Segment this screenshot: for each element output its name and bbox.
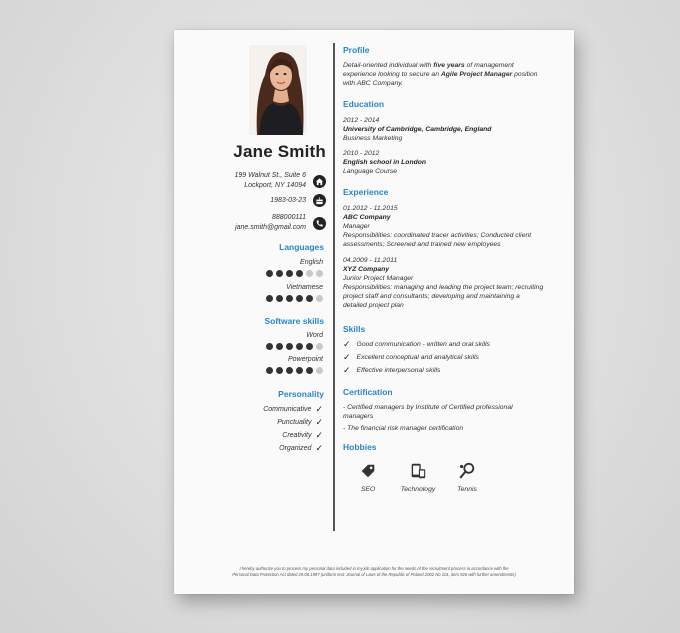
experience-company: XYZ Company [343,266,390,273]
profile-text-part: Detail-oriented individual with [343,62,434,69]
tennis-racket-icon [458,462,476,480]
check-icon: ✓ [315,430,323,440]
profile-text-part: position [512,71,538,78]
experience-role: Junior Project Manager [343,275,414,282]
skill-label: Good communication - written and oral skills [356,341,490,348]
experience-responsibilities: assessments; Screened and trained new employees [343,241,501,248]
level-dot [306,343,313,350]
skill-label: Excellent conceptual and analytical skills [356,354,479,361]
personality-item [279,443,323,454]
personality-label: Organized [279,445,312,452]
resume-page [174,30,574,594]
footer-line: Personal Data Protection Act dated 29.08.1997 (uniform text: Journal of Laws of the Republic of Poland 2002 No 101, item 926 with further amendments) [232,572,516,577]
certification-line: managers [343,413,374,420]
level-dot [286,270,293,277]
check-icon: ✓ [315,417,323,427]
experience-responsibilities: project staff and consultants; developing and maintaining a [343,293,520,300]
candidate-name: Jane Smith [233,142,326,161]
certification-text [343,403,513,433]
software-skills-heading: Software skills [264,316,324,326]
level-dot [286,343,293,350]
check-icon: ✓ [343,352,351,362]
level-dot [276,367,283,374]
education-course: Language Course [343,168,398,175]
cake-icon [313,194,326,207]
skill-item [343,339,490,350]
skill-item [343,365,440,376]
education-entry [343,149,426,176]
hobby-label: Tennis [457,486,477,493]
hobby-label: Technology [400,486,436,493]
contact-row [235,213,326,233]
level-dot-empty [316,343,323,350]
language-level-vietnamese [266,295,323,302]
experience-role: Manager [343,223,370,230]
certification-heading: Certification [343,387,393,397]
experience-heading: Experience [343,187,389,197]
profile-text-part: of management [464,62,514,69]
level-dot [276,270,283,277]
personality-label: Creativity [282,432,312,439]
level-dot [266,367,273,374]
level-dot [276,295,283,302]
experience-responsibilities: detailed project plan [343,302,404,309]
address-row [235,171,326,191]
level-dot [296,343,303,350]
education-course: Business Marketing [343,135,403,142]
tag-icon [359,462,377,480]
skill-label: Effective interpersonal skills [356,367,441,374]
hobbies-heading: Hobbies [343,442,377,452]
birthdate-row [270,194,326,207]
devices-icon [409,462,427,480]
hobby-label: SEO [360,486,376,493]
experience-dates: 01.2012 - 11.2015 [343,205,398,212]
experience-responsibilities: Responsibilities: coordinated tracer activities; Conducted client [343,232,532,239]
certification-line: - The financial risk manager certification [343,425,464,432]
language-level-english [266,270,323,277]
level-dot [266,295,273,302]
level-dot-empty [306,270,313,277]
level-dot [296,367,303,374]
check-icon: ✓ [343,365,351,375]
footer-line: I hereby authorize you to process my personal data included in my job application for the needs of the recruitment process in accordance with the [239,566,509,571]
phone: 888000111 [272,214,306,221]
hobby-seo [343,462,393,493]
check-icon: ✓ [315,404,323,414]
profile-text-part: with ABC Company. [343,80,404,87]
level-dot-empty [316,295,323,302]
personality-label: Punctuality [277,419,312,426]
personality-heading: Personality [278,389,324,399]
email[interactable]: jane.smith@gmail.com [235,224,306,231]
languages-heading: Languages [279,242,324,252]
level-dot [306,367,313,374]
check-icon: ✓ [315,443,323,453]
level-dot-empty [316,270,323,277]
skill-item [343,352,479,363]
language-name: English [300,259,323,266]
experience-responsibilities: Responsibilities: managing and leading the project team; recruiting [343,284,544,291]
education-years: 2010 - 2012 [343,150,380,157]
personality-item [277,417,323,428]
education-school: English school in London [343,159,427,166]
software-name: Word [306,332,323,339]
profile-emphasis: Agile Project Manager [440,71,513,78]
education-heading: Education [343,99,385,109]
certification-line: - Certified managers by Institute of Certified professional [343,404,513,411]
software-level-powerpoint [266,367,323,374]
experience-entry [343,204,531,249]
education-school: University of Cambridge, Cambridge, England [343,126,492,133]
hobby-tennis [442,462,492,493]
experience-company: ABC Company [343,214,391,221]
profile-emphasis: five years [433,62,465,69]
experience-dates: 04.2009 - 11.2011 [343,257,398,264]
personality-label: Communicative [263,406,312,413]
profile-text [343,61,538,88]
personality-item [282,430,323,441]
column-divider [333,43,335,531]
level-dot [296,295,303,302]
address-line2: Lockport, NY 14094 [244,182,306,189]
personality-item [263,404,323,415]
language-name: Vietnamese [286,284,323,291]
level-dot [286,295,293,302]
level-dot [296,270,303,277]
level-dot-empty [316,367,323,374]
level-dot [266,343,273,350]
profile-heading: Profile [343,45,370,55]
profile-text-part: experience looking to secure an [343,71,441,78]
skills-heading: Skills [343,324,366,334]
level-dot [266,270,273,277]
profile-photo [249,45,307,135]
hobby-technology [393,462,443,493]
level-dot [276,343,283,350]
experience-entry [343,256,543,310]
education-entry [343,116,491,143]
level-dot [286,367,293,374]
software-level-word [266,343,323,350]
home-icon [313,175,326,188]
check-icon: ✓ [343,339,351,349]
phone-icon [313,217,326,230]
address-line1: 199 Walnut St., Suite 6 [234,172,306,179]
software-name: Powerpoint [287,356,323,363]
level-dot [306,295,313,302]
education-years: 2012 - 2014 [343,117,380,124]
gdpr-footer [174,566,574,578]
birthdate: 1983-03-23 [270,196,306,204]
